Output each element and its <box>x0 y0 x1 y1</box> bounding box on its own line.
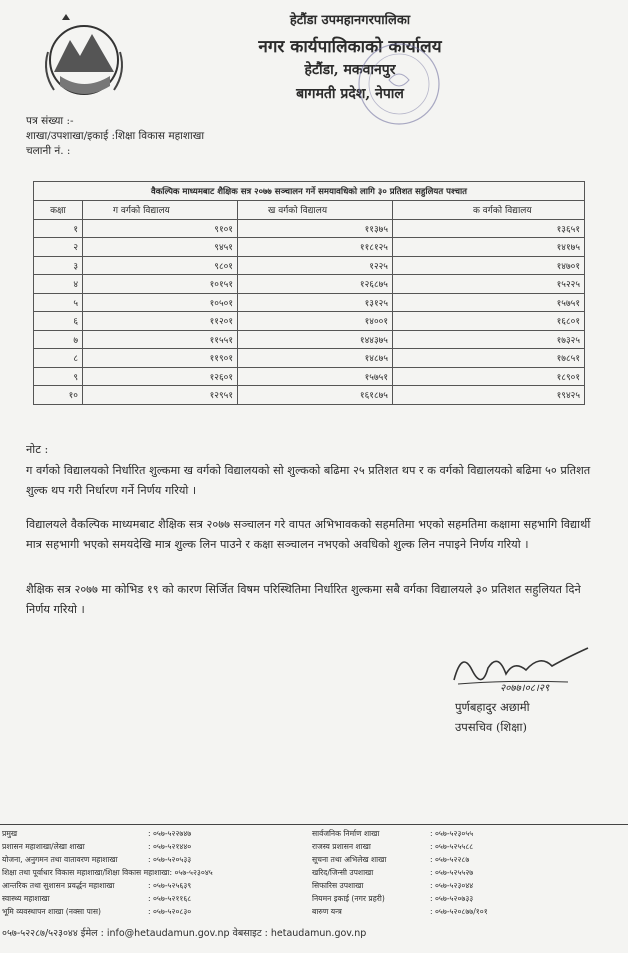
cell-kha: १३१२५ <box>238 293 393 312</box>
footer-left-item: प्रमुख : ०५७-५२२७४७ <box>2 829 192 838</box>
cell-class: ५ <box>34 293 83 312</box>
table-row <box>34 219 585 238</box>
cell-ka: १७८५१ <box>393 349 585 368</box>
footer-right-item: खरिद/जिन्सी उपशाखा : ०५७-५२५५२७ <box>312 868 474 877</box>
footer-divider <box>0 824 628 825</box>
table-title: वैकल्पिक माध्यमबाट शैक्षिक सत्र २०७७ सञ्चालन गर्ने समयावधिको लागि ३० प्रतिशत सहुलियत पश्चात <box>34 182 585 201</box>
cell-kha: १४००१ <box>238 312 393 331</box>
office-stamp <box>355 40 443 128</box>
footer-contact: ०५७-५२२८७/५२३०४४ ईमेल : info@hetaudamun.gov.np वेबसाइट : hetaudamun.gov.np <box>2 928 367 939</box>
signatory-title: उपसचिव (शिक्षा) <box>455 720 527 734</box>
cell-kha: ११८१२५ <box>238 238 393 257</box>
note-paragraph-1: ग वर्गको विद्यालयको निर्धारित शुल्कमा ख वर्गको विद्यालयको सो शुल्कको बढिमा २५ प्रतिशत थप र क वर्गको विद्यालयको बढिमा ५० प्रतिशत शुल्क थप गरी निर्धारण गर्ने निर्णय गरियो । <box>26 464 591 497</box>
cell-class: २ <box>34 238 83 257</box>
cell-class: ३ <box>34 256 83 275</box>
table-row <box>34 330 585 349</box>
signature-date: २०७७।०८।२९ <box>500 683 550 694</box>
table-row <box>34 275 585 294</box>
cell-ga: ९१०१ <box>83 219 238 238</box>
footer-right-item: राजस्व प्रशासन शाखा : ०५७-५२५५८८ <box>312 842 474 851</box>
table-row <box>34 238 585 257</box>
cell-class: १ <box>34 219 83 238</box>
cell-class: ९ <box>34 367 83 386</box>
cell-ka: १७३२५ <box>393 330 585 349</box>
office-address-line4: बागमती प्रदेश, नेपाल <box>296 86 404 102</box>
footer-right-item: सूचना तथा अभिलेख शाखा : ०५७-५२२८७ <box>312 855 470 864</box>
cell-kha: १२६८७५ <box>238 275 393 294</box>
footer-left-item: शिक्षा तथा पूर्वाधार विकास महाशाखा/शिक्षा विकास महाशाखा: ०५७-५२३०४५ <box>2 868 213 877</box>
footer-right-item: सिफारिस उपशाखा : ०५७-५२३०४४ <box>312 881 474 890</box>
note-paragraph-2: विद्यालयले वैकल्पिक माध्यमबाट शैक्षिक सत्र २०७७ सञ्चालन गरे वापत अभिभावकको सहमतिमा भएको सहमतिमा कक्षामा सहभागि विद्यार्थी मात्र सहभागी भएको समयदेखि मात्र शुल्क लिन पाउने र कक्षा सञ्चालन नभएको अवधिको शुल्क लिन नपाइने निर्णय गरियो । <box>26 518 591 551</box>
table-row <box>34 256 585 275</box>
cell-ga: १२६०१ <box>83 367 238 386</box>
cell-kha: ११३७५ <box>238 219 393 238</box>
cell-class: ७ <box>34 330 83 349</box>
footer-left-item: आन्तरिक तथा सुशासन प्रवर्द्धन महाशाखा : ०५७-५२५६३९ <box>2 881 192 890</box>
header-class: कक्षा <box>34 201 83 220</box>
cell-ka: १८९०१ <box>393 367 585 386</box>
footer-left-item: योजना, अनुगमन तथा वातावरण महाशाखा : ०५७-५२०५३३ <box>2 855 192 864</box>
cell-ga: १०१५१ <box>83 275 238 294</box>
note-paragraph-3: शैक्षिक सत्र २०७७ मा कोभिड १९ को कारण सिर्जित विषम परिस्थितिमा निर्धारित शुल्कमा सबै वर्गका विद्यालयले ३० प्रतिशत सहुलियत दिने निर्णय गरियो । <box>26 583 581 616</box>
cell-ga: ९४५१ <box>83 238 238 257</box>
branch-line: शाखा/उपशाखा/इकाई :शिक्षा विकास महाशाखा <box>26 130 205 142</box>
notes-heading: नोट : <box>26 443 49 456</box>
cell-ka: १९४२५ <box>393 386 585 405</box>
cell-kha: १२२५ <box>238 256 393 275</box>
header-kha: ख वर्गको विद्यालय <box>238 201 393 220</box>
cell-ga: ९८०१ <box>83 256 238 275</box>
office-name-line1: हेटौंडा उपमहानगरपालिका <box>289 13 411 28</box>
cell-kha: १५७५१ <box>238 367 393 386</box>
footer-right-item: सार्वजनिक निर्माण शाखा : ०५७-५२३०५५ <box>312 829 474 838</box>
cell-ga: १०५०१ <box>83 293 238 312</box>
cell-class: ८ <box>34 349 83 368</box>
cell-ka: १३६५१ <box>393 219 585 238</box>
office-address-line3: हेटौंडा, मकवानपुर <box>304 62 396 78</box>
cell-class: ४ <box>34 275 83 294</box>
table-row <box>34 293 585 312</box>
header-ga: ग वर्गको विद्यालय <box>83 201 238 220</box>
fee-table <box>33 181 585 405</box>
table-row <box>34 349 585 368</box>
cell-class: ६ <box>34 312 83 331</box>
cell-ka: १५७५१ <box>393 293 585 312</box>
cell-ka: १४७०१ <box>393 256 585 275</box>
footer <box>0 820 628 953</box>
cell-class: १० <box>34 386 83 405</box>
government-emblem <box>40 12 128 107</box>
footer-left-item: प्रशासन महाशाखा/लेखा शाखा : ०५७-५२१४४० <box>2 842 192 851</box>
table-row <box>34 312 585 331</box>
table-row <box>34 386 585 405</box>
cell-ka: १६८०१ <box>393 312 585 331</box>
footer-left-item: स्वास्थ्य महाशाखा : ०५७-५२११६८ <box>2 894 192 903</box>
table-row <box>34 367 585 386</box>
table-header-row <box>34 201 585 220</box>
cell-ga: ११५५१ <box>83 330 238 349</box>
office-name-line2: नगर कार्यपालिकाको कार्यालय <box>258 37 442 57</box>
cell-kha: १६१८७५ <box>238 386 393 405</box>
footer-left-item: भूमि व्यवस्थापन शाखा (नक्सा पास) : ०५७-५२०८३० <box>2 907 192 916</box>
dispatch-number: चलानी नं. : <box>26 145 71 157</box>
cell-kha: १४४३७५ <box>238 330 393 349</box>
cell-ka: १५२२५ <box>393 275 585 294</box>
cell-ga: १२९५१ <box>83 386 238 405</box>
header-ka: क वर्गको विद्यालय <box>393 201 585 220</box>
cell-kha: १४८७५ <box>238 349 393 368</box>
cell-ga: ११२०१ <box>83 312 238 331</box>
cell-ka: १४१७५ <box>393 238 585 257</box>
letter-number: पत्र संख्या :- <box>26 115 74 127</box>
cell-ga: ११९०१ <box>83 349 238 368</box>
footer-right-item: नियमन इकाई (नगर प्रहरी) : ०५७-५२०७३३ <box>312 894 474 903</box>
signatory-name: पुर्णबहादुर अछामी <box>455 700 530 714</box>
footer-right-item: बारुण यन्त्र : ०५७-५२०८७७/१०१ <box>312 907 488 916</box>
